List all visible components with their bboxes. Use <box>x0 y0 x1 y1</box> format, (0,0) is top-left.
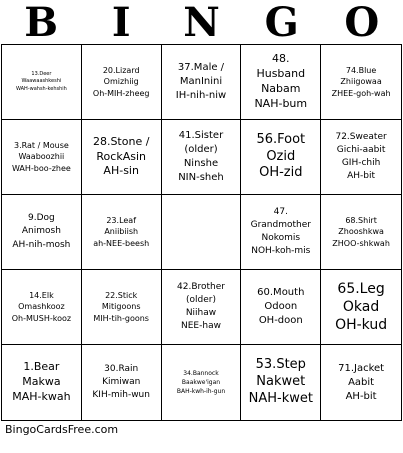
bingo-cell <box>82 345 162 420</box>
cell-text: 72.Sweater Gichi-aabit GIH-chih AH-bit <box>335 131 387 182</box>
bingo-grid <box>1 44 402 421</box>
cell-text: 42.Brother (older) Niihaw NEE-haw <box>177 281 225 332</box>
cell-text: 71.Jacket Aabit AH-bit <box>338 362 385 402</box>
cell-text: 9.Dog Animosh AH-nih-mosh <box>12 213 71 250</box>
header-letter-n: N <box>183 0 220 46</box>
cell-text: 56.Foot Ozid OH-zid <box>256 131 306 181</box>
bingo-cell <box>241 45 321 120</box>
bingo-cell <box>82 270 162 345</box>
bingo-cell <box>2 120 82 195</box>
cell-text: 68.Shirt Zhooshkwa ZHOO-shkwah <box>332 215 390 248</box>
bingo-cell <box>162 45 242 120</box>
cell-text: 14.Elk Omashkooz Oh-MUSH-kooz <box>11 290 72 323</box>
cell-text: 74.Blue Zhiigowaa ZHEE-goh-wah <box>331 65 391 98</box>
cell-text: 28.Stone / RockAsin AH-sin <box>92 134 150 178</box>
bingo-cell <box>321 195 401 270</box>
bingo-cell <box>162 345 242 420</box>
cell-text: 53.Step Nakwet NAH-kwet <box>248 357 313 406</box>
bingo-header <box>1 0 402 44</box>
header-letter-g: G <box>264 0 299 46</box>
cell-text: 22.Stick Mitigoons MIH-tih-goons <box>93 290 149 323</box>
bingo-cell <box>162 120 242 195</box>
cell-text: 37.Male / ManInini IH-nih-niw <box>175 62 227 101</box>
bingo-cell <box>82 45 162 120</box>
cell-text: 34.Bannock Baakwe'igan BAH-kwh-ih-gun <box>176 370 226 395</box>
cell-text: 65.Leg Okad OH-kud <box>335 280 388 334</box>
bingo-cell <box>241 195 321 270</box>
cell-text: 41.Sister (older) Ninshe NIN-sheh <box>178 130 224 183</box>
footer-site-name: BingoCardsFree.com <box>5 423 119 436</box>
cell-text: 30.Rain Kimiwan KIH-mih-wun <box>92 363 150 401</box>
bingo-cell <box>2 345 82 420</box>
cell-text: 13.Deer Waawaashkeshi WAH-wahsh-kehshih <box>15 71 67 92</box>
bingo-cell <box>241 345 321 420</box>
bingo-cell <box>321 120 401 195</box>
bingo-cell <box>82 195 162 270</box>
bingo-cell <box>321 270 401 345</box>
cell-text: 47. Grandmother Nokomis NOH-koh-mis <box>250 206 311 257</box>
bingo-cell <box>82 120 162 195</box>
bingo-cell <box>321 45 401 120</box>
bingo-cell-free <box>162 195 242 270</box>
cell-text: 1.Bear Makwa MAH-kwah <box>12 360 71 403</box>
bingo-cell <box>241 120 321 195</box>
bingo-cell <box>2 270 82 345</box>
header-letter-i: I <box>111 0 131 46</box>
bingo-cell <box>162 270 242 345</box>
bingo-cell <box>321 345 401 420</box>
cell-text: 23.Leaf Aniibiish ah-NEE-beesh <box>93 215 150 248</box>
cell-text: 20.Lizard Omizhiig Oh-MIH-zheeg <box>92 65 150 98</box>
bingo-cell <box>2 195 82 270</box>
cell-text: 60.Mouth Odoon OH-doon <box>257 287 305 326</box>
bingo-cell <box>2 45 82 120</box>
header-letter-o: O <box>344 0 380 46</box>
cell-text: 3.Rat / Mouse Waaboozhii WAH-boo-zhee <box>11 140 71 173</box>
header-letter-b: B <box>24 0 58 46</box>
bingo-cell <box>241 270 321 345</box>
cell-text: 48. Husband Nabam NAH-bum <box>254 52 308 110</box>
